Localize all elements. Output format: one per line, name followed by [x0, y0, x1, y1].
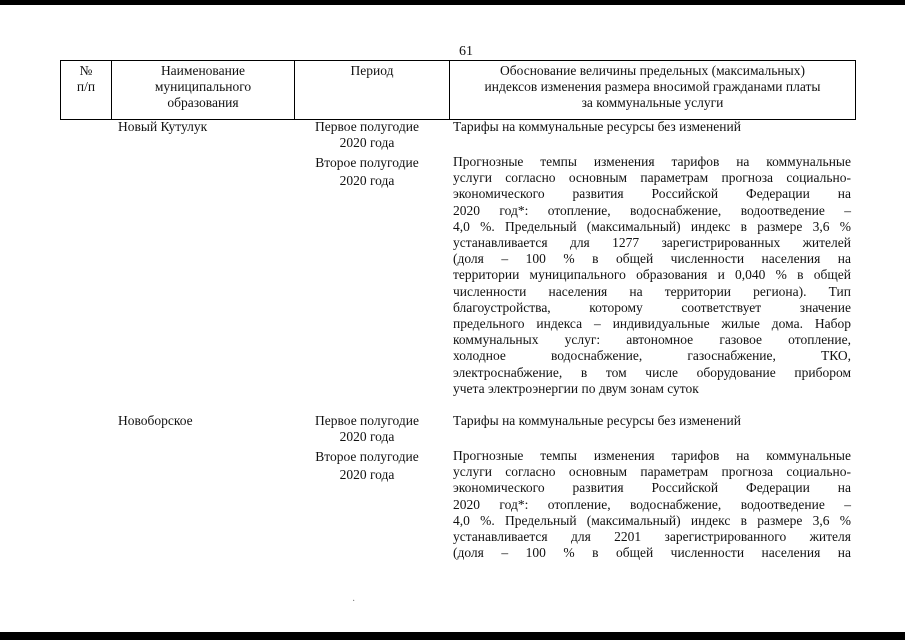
municipality-name: Новый Кутулук	[118, 119, 208, 134]
period-line: 2020 года	[339, 429, 395, 445]
bottom-scan-border	[0, 632, 905, 640]
tariff-note: Тарифы на коммунальные ресурсы без изменений	[453, 413, 741, 428]
paragraph-line: устанавливается для 2201 зарегистрированного жителя	[453, 529, 851, 545]
period-line: Второе полугодие	[315, 449, 419, 464]
page-number: 61	[459, 44, 473, 59]
paragraph-line: Прогнозные темпы изменения тарифов на коммунальные	[453, 154, 851, 169]
header-justification-line: Обоснование величины предельных (максимальных)	[500, 63, 805, 78]
header-municipality-line: Наименование	[160, 63, 246, 78]
paragraph-line: холодное водоснабжение, газоснабжение, ТКО,	[453, 348, 851, 364]
tariff-note: Тарифы на коммунальные ресурсы без изменений	[453, 119, 741, 134]
paragraph-line: благоустройства, которому соответствует значение	[453, 299, 851, 315]
paragraph-line: 2020 год*: отопление, водоснабжение, водоотведение –	[453, 202, 851, 218]
paragraph-line: территории муниципального образования и 0,040 % в общей	[453, 267, 851, 283]
paragraph-line: предельного индекса – индивидуальные жилые дома. Набор	[453, 316, 851, 332]
paragraph-line: 2020 год*: отопление, водоснабжение, водоотведение –	[453, 496, 851, 512]
paragraph-line: услуги согласно основным параметрам прогноза социально-	[453, 464, 851, 480]
period-line: Первое полугодие	[315, 119, 419, 134]
justification-paragraph	[453, 448, 851, 561]
header-justification	[450, 63, 855, 111]
period-line: 2020 года	[339, 173, 395, 188]
header-number-line: п/п	[76, 79, 96, 94]
period-second-half	[300, 154, 434, 190]
period-line: Первое полугодие	[315, 413, 419, 428]
header-municipality-line: образования	[167, 95, 239, 110]
header-municipality-line: муниципального	[154, 79, 252, 94]
period-line: 2020 года	[339, 135, 395, 151]
paragraph-line: устанавливается для 1277 зарегистрированных жителей	[453, 235, 851, 251]
header-number	[61, 63, 111, 95]
paragraph-line: численности населения на территории региона). Тип	[453, 283, 851, 299]
paragraph-line: электроснабжение, в том числе оборудование прибором	[453, 364, 851, 380]
header-period	[295, 63, 449, 79]
period-first-half	[300, 413, 434, 445]
period-second-half	[300, 448, 434, 484]
paragraph-line: (доля – 100 % в общей численности населения на	[453, 545, 851, 561]
paragraph-line: 4,0 %. Предельный (максимальный) индекс в размере 3,6 %	[453, 512, 851, 528]
paragraph-line: экономического развития Российской Федерации на	[453, 186, 851, 202]
paragraph-line: 4,0 %. Предельный (максимальный) индекс в размере 3,6 %	[453, 218, 851, 234]
header-number-line: №	[79, 63, 93, 78]
paragraph-line: учета электроэнергии по двум зонам суток	[453, 380, 699, 396]
paragraph-line: коммунальных услуг: автономное газовое отопление,	[453, 332, 851, 348]
period-line: Второе полугодие	[315, 155, 419, 170]
period-first-half	[300, 119, 434, 151]
scan-speck: ·	[352, 596, 356, 607]
header-municipality	[112, 63, 294, 111]
paragraph-line: услуги согласно основным параметрам прогноза социально-	[453, 170, 851, 186]
table-header	[60, 60, 856, 120]
top-scan-border	[0, 0, 905, 5]
header-justification-line: за коммунальные услуги	[581, 95, 724, 110]
municipality-name: Новоборское	[118, 413, 193, 428]
period-line: 2020 года	[339, 467, 395, 482]
paragraph-line: (доля – 100 % в общей численности населения на	[453, 251, 851, 267]
header-period-line: Период	[350, 63, 394, 78]
justification-paragraph	[453, 154, 851, 397]
header-justification-line: индексов изменения размера вносимой гражданами платы	[484, 79, 821, 94]
paragraph-line: экономического развития Российской Федерации на	[453, 480, 851, 496]
paragraph-line: Прогнозные темпы изменения тарифов на коммунальные	[453, 448, 851, 463]
